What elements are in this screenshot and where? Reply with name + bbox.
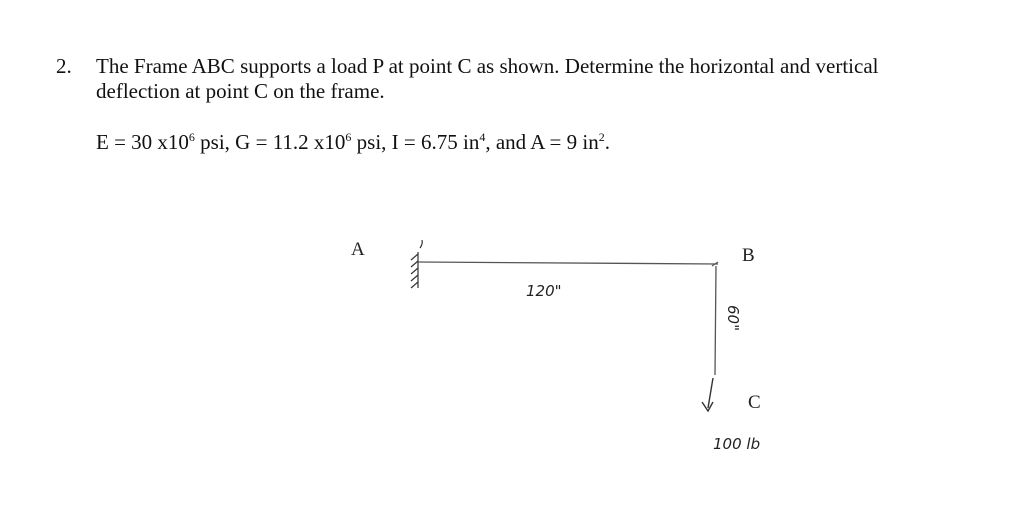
- area-text: , and A = 9 in: [485, 130, 599, 154]
- problem-statement-line-1: The Frame ABC supports a load P at point C as shown. Determine the horizontal and vertical: [96, 54, 879, 78]
- load-arrow-icon: [702, 378, 713, 411]
- label-point-b: B: [742, 245, 755, 266]
- problem-statement-line-2: deflection at point C on the frame.: [96, 79, 385, 103]
- dimension-bc-label: 60": [724, 305, 742, 331]
- fixed-support-icon: [411, 240, 422, 288]
- problem-number: 2.: [56, 54, 72, 78]
- member-bc: [715, 266, 716, 375]
- member-ab: [418, 262, 718, 264]
- label-point-a: A: [351, 239, 365, 260]
- dimension-ab-label: 120": [526, 282, 562, 300]
- area-exponent: 2: [598, 130, 605, 144]
- label-point-c: C: [748, 392, 761, 413]
- moment-of-inertia-exponent: 4: [479, 130, 486, 144]
- properties-period: .: [604, 130, 610, 154]
- shear-modulus-exponent: 6: [345, 130, 352, 144]
- moment-of-inertia-text: psi, I = 6.75 in: [351, 130, 480, 154]
- elastic-modulus-text: E = 30 x10: [96, 130, 189, 154]
- load-label: 100 lb: [713, 435, 761, 453]
- shear-modulus-text: psi, G = 11.2 x10: [194, 130, 346, 154]
- elastic-modulus-exponent: 6: [188, 130, 195, 144]
